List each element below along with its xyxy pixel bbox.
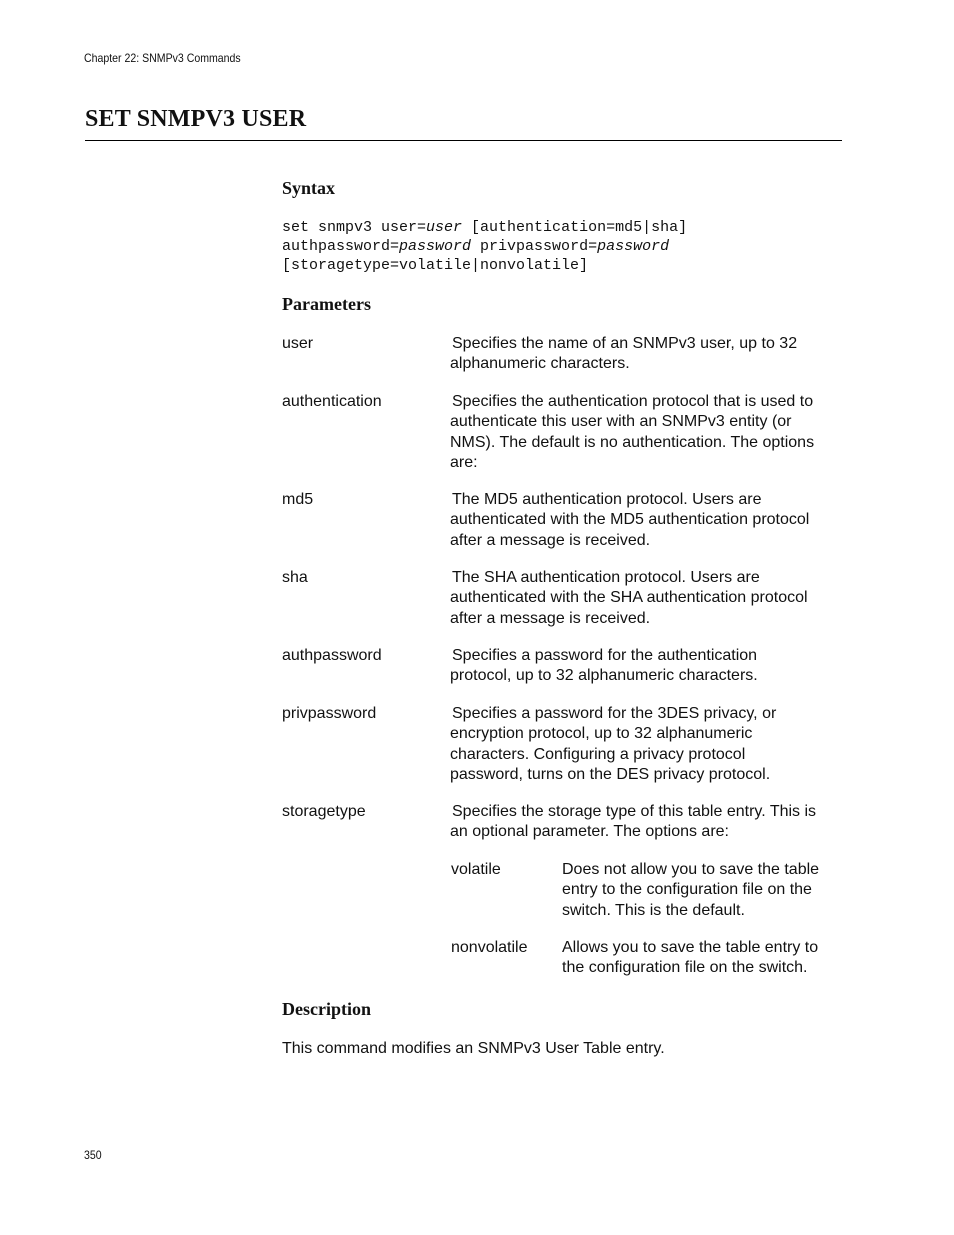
description-line: Does not allow you to save the table <box>562 861 820 878</box>
parameter-name: authentication <box>282 393 382 410</box>
title-rule <box>85 140 842 141</box>
description-line: authenticated with the MD5 authentication protocol <box>450 511 810 529</box>
storage-option-row <box>451 860 846 919</box>
description-line: protocol, up to 32 alphanumeric characters. <box>450 667 758 685</box>
syntax-literal: privpassword= <box>471 238 598 255</box>
description-text: This command modifies an SNMPv3 User Table entry. <box>282 1040 665 1057</box>
syntax-placeholder: password <box>597 238 670 255</box>
parameter-description <box>450 802 845 843</box>
description-line: an optional parameter. The options are: <box>450 823 729 841</box>
description-line: password, turns on the DES privacy protocol. <box>450 766 771 784</box>
parameter-description <box>450 392 845 474</box>
parameter-row <box>282 802 842 841</box>
storage-option-description <box>562 860 846 921</box>
description-line: Specifies the name of an SNMPv3 user, up to 32 <box>452 335 798 352</box>
syntax-literal: set snmpv3 user= <box>282 219 427 236</box>
description-line: after a message is received. <box>450 609 651 627</box>
parameter-name: user <box>282 335 314 352</box>
storage-option-row <box>451 938 846 977</box>
description-line: entry to the configuration file on the <box>562 881 812 899</box>
parameter-description <box>450 334 845 375</box>
syntax-line <box>282 237 687 256</box>
syntax-line <box>282 218 687 237</box>
page-number: 350 <box>84 1148 102 1162</box>
description-line: encryption protocol, up to 32 alphanumeric <box>450 725 753 743</box>
syntax-line <box>282 256 687 275</box>
parameter-name: storagetype <box>282 803 366 820</box>
parameter-row <box>282 392 842 472</box>
description-line: authenticated with the SHA authentication protocol <box>450 589 808 607</box>
syntax-placeholder: user <box>426 219 463 236</box>
parameter-name: sha <box>282 569 308 586</box>
description-line: characters. Configuring a privacy protocol <box>450 745 746 763</box>
description-line: alphanumeric characters. <box>450 355 630 373</box>
parameter-row <box>282 646 842 685</box>
storage-option-name: volatile <box>451 861 501 878</box>
parameter-description <box>450 646 845 687</box>
syntax-heading: Syntax <box>282 178 336 198</box>
description-line: Specifies a password for the 3DES privacy, or <box>452 705 777 722</box>
description-line: switch. This is the default. <box>562 901 745 919</box>
description-line: are: <box>450 454 478 472</box>
parameters-heading: Parameters <box>282 294 371 314</box>
description-heading: Description <box>282 999 371 1019</box>
parameter-name: md5 <box>282 491 314 508</box>
description-line: after a message is received. <box>450 531 651 549</box>
syntax-placeholder: password <box>399 238 472 255</box>
description-line: The MD5 authentication protocol. Users are <box>452 491 762 508</box>
parameter-row <box>282 490 842 549</box>
description-line: The SHA authentication protocol. Users are <box>452 569 760 586</box>
parameter-row <box>282 568 842 627</box>
parameter-description <box>450 704 845 786</box>
description-line: Allows you to save the table entry to <box>562 939 819 956</box>
syntax-literal: [authentication=md5|sha] <box>462 219 688 236</box>
running-header: Chapter 22: SNMPv3 Commands <box>84 51 241 65</box>
parameter-name: authpassword <box>282 647 382 664</box>
description-line: the configuration file on the switch. <box>562 959 808 977</box>
description-line: Specifies the authentication protocol that is used to <box>452 393 814 410</box>
description-line: authenticate this user with an SNMPv3 entity (or <box>450 413 792 431</box>
parameter-row <box>282 704 842 784</box>
parameter-description <box>450 568 845 629</box>
storage-option-name: nonvolatile <box>451 939 528 956</box>
parameter-description <box>450 490 845 551</box>
description-line: Specifies a password for the authentication <box>452 647 758 664</box>
description-line: NMS). The default is no authentication. The options <box>450 433 815 451</box>
syntax-literal: authpassword= <box>282 238 400 255</box>
parameter-row <box>282 334 842 373</box>
storage-option-description <box>562 938 846 979</box>
syntax-literal: [storagetype=volatile|nonvolatile] <box>282 257 589 274</box>
parameter-name: privpassword <box>282 705 377 722</box>
description-line: Specifies the storage type of this table entry. This is <box>452 803 817 820</box>
syntax-block <box>282 218 687 275</box>
page-title: SET SNMPV3 USER <box>85 106 307 132</box>
